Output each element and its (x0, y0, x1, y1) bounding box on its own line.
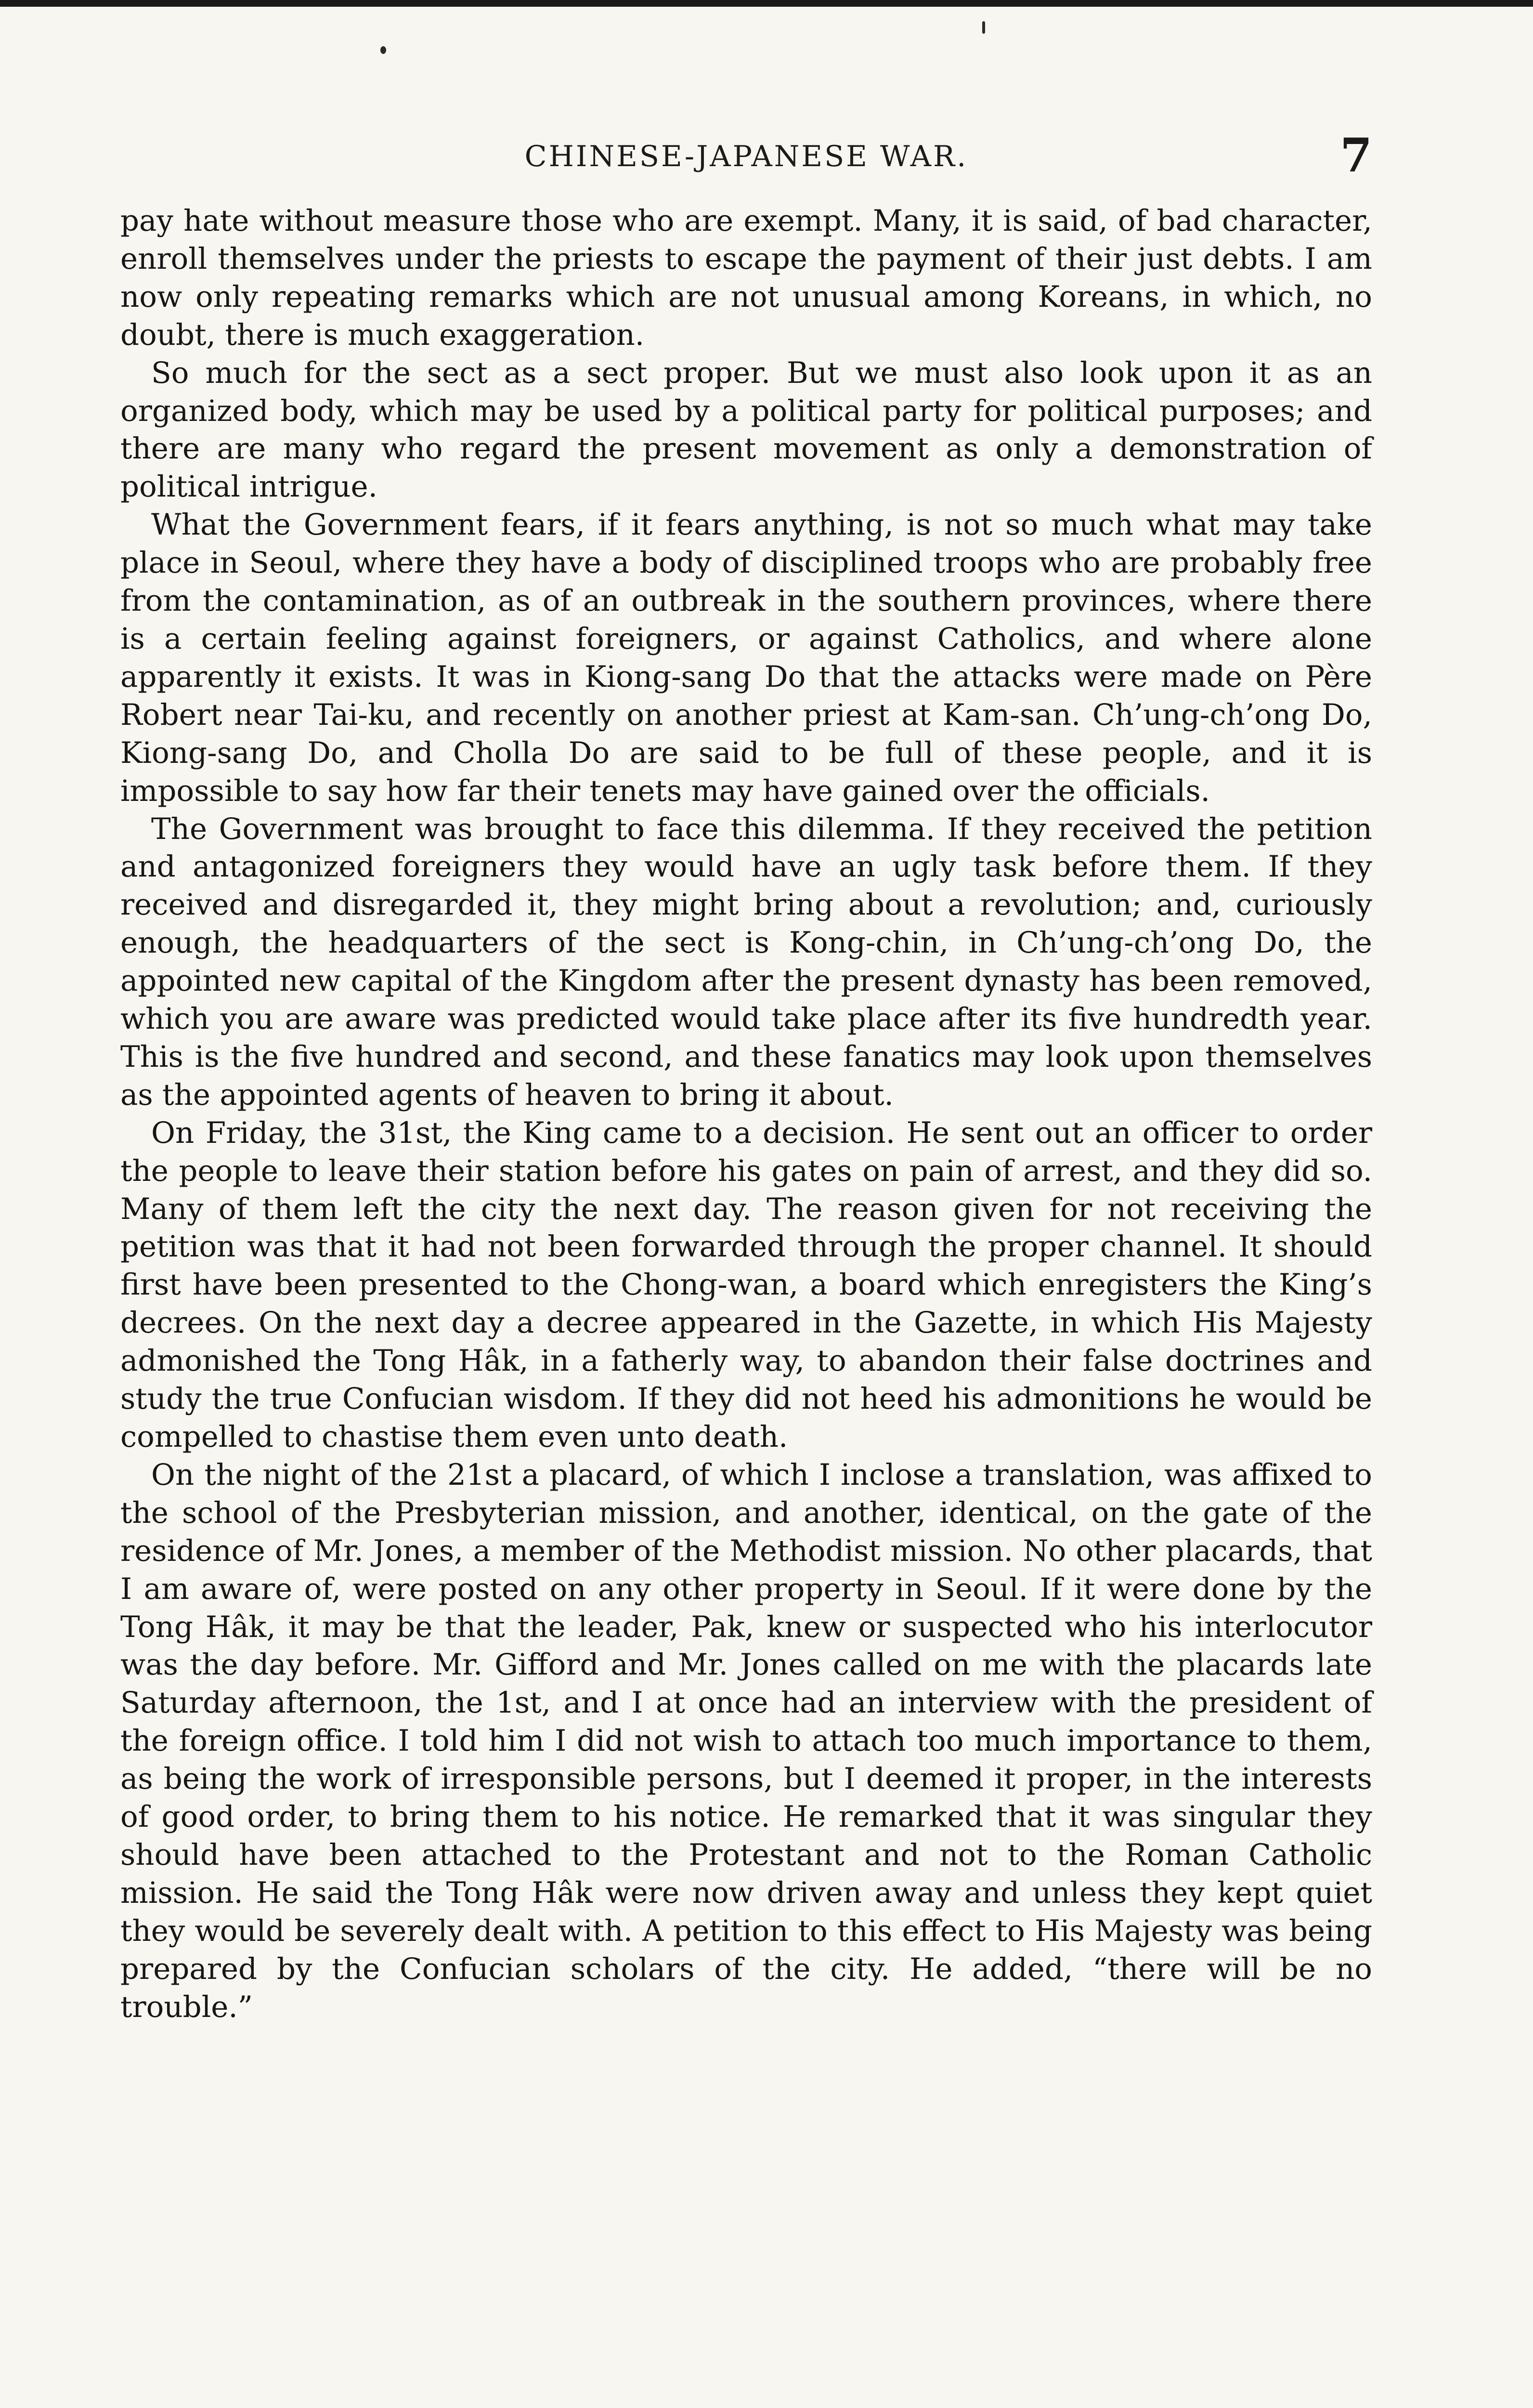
body-text (120, 202, 1372, 2027)
top-edge-rule (0, 0, 1533, 7)
paragraph: On the night of the 21st a placard, of which I inclose a translation, was affixed to the school of the Presbyterian mission, and another, identical, on the gate of the residence of Mr. Jones, a member of the Methodist mission. No other placards, that I am aware of, were posted on any other property in Seoul. If it were done by the Tong Hâk, it may be that the leader, Pak, knew or suspected who his interlocutor was the day before. Mr. Gifford and Mr. Jones called on me with the placards late Saturday afternoon, the 1st, and I at once had an interview with the president of the foreign office. I told him I did not wish to attach too much importance to them, as being the work of irresponsible persons, but I deemed it proper, in the interests of good order, to bring them to his notice. He remarked that it was singular they should have been attached to the Protestant and not to the Roman Catholic mission. He said the Tong Hâk were now driven away and unless they kept quiet they would be severely dealt with. A petition to this effect to His Majesty was being prepared by the Confucian scholars of the city. He added, “there will be no trouble.” (120, 1457, 1372, 2024)
ink-speck-mark (982, 21, 985, 34)
paragraph: So much for the sect as a sect proper. But we must also look upon it as an organized body, which may be used by a political party for political purposes; and there are many who regard the present movement as only a demonstration of political intrigue. (120, 355, 1372, 504)
paragraph: pay hate without measure those who are exempt. Many, it is said, of bad character, enroll themselves under the priests to escape the payment of their just debts. I am now only repeating remarks which are not unusual among Koreans, in which, no doubt, there is much exaggeration. (120, 204, 1372, 352)
paragraph: On Friday, the 31st, the King came to a decision. He sent out an officer to order the people to leave their station before his gates on pain of arrest, and they did so. Many of them left the city the next day. The reason given for not receiving the petition was that it had not been forwarded through the proper channel. It should first have been presented to the Chong-wan, a board which enregisters the King’s decrees. On the next day a decree appeared in the Gazette, in which His Majesty admonished the Tong Hâk, in a fatherly way, to abandon their false doctrines and study the true Confucian wisdom. If they did not heed his admonitions he would be compelled to chastise them even unto death. (120, 1115, 1372, 1454)
ink-speck-mark (380, 46, 386, 54)
page-number: 7 (1340, 128, 1372, 183)
paragraph: What the Government fears, if it fears anything, is not so much what may take place in Seoul, where they have a body of disciplined troops who are probably free from the contamination, as of an outbreak in the southern provinces, where there is a certain feeling against foreigners, or against Catholics, and where alone apparently it exists. It was in Kiong-sang Do that the attacks were made on Père Robert near Tai-ku, and recently on another priest at Kam-san. Ch’ung-ch’ong Do, Kiong-sang Do, and Cholla Do are said to be full of these people, and it is impossible to say how far their tenets may have gained over the officials. (120, 508, 1372, 808)
running-title: CHINESE-JAPANESE WAR. (524, 140, 968, 173)
page-header (120, 128, 1372, 183)
paragraph: The Government was brought to face this dilemma. If they received the petition and antagonized foreigners they would have an ugly task before them. If they received and disregarded it, they might bring about a revolution; and, curiously enough, the headquarters of the sect is Kong-chin, in Ch’ung-ch’ong Do, the appointed new capital of the Kingdom after the present dynasty has been removed, which you are aware was predicted would take place after its five hundredth year. This is the five hundred and second, and these fanatics may look upon themselves as the appointed agents of heaven to bring it about. (120, 811, 1372, 1112)
